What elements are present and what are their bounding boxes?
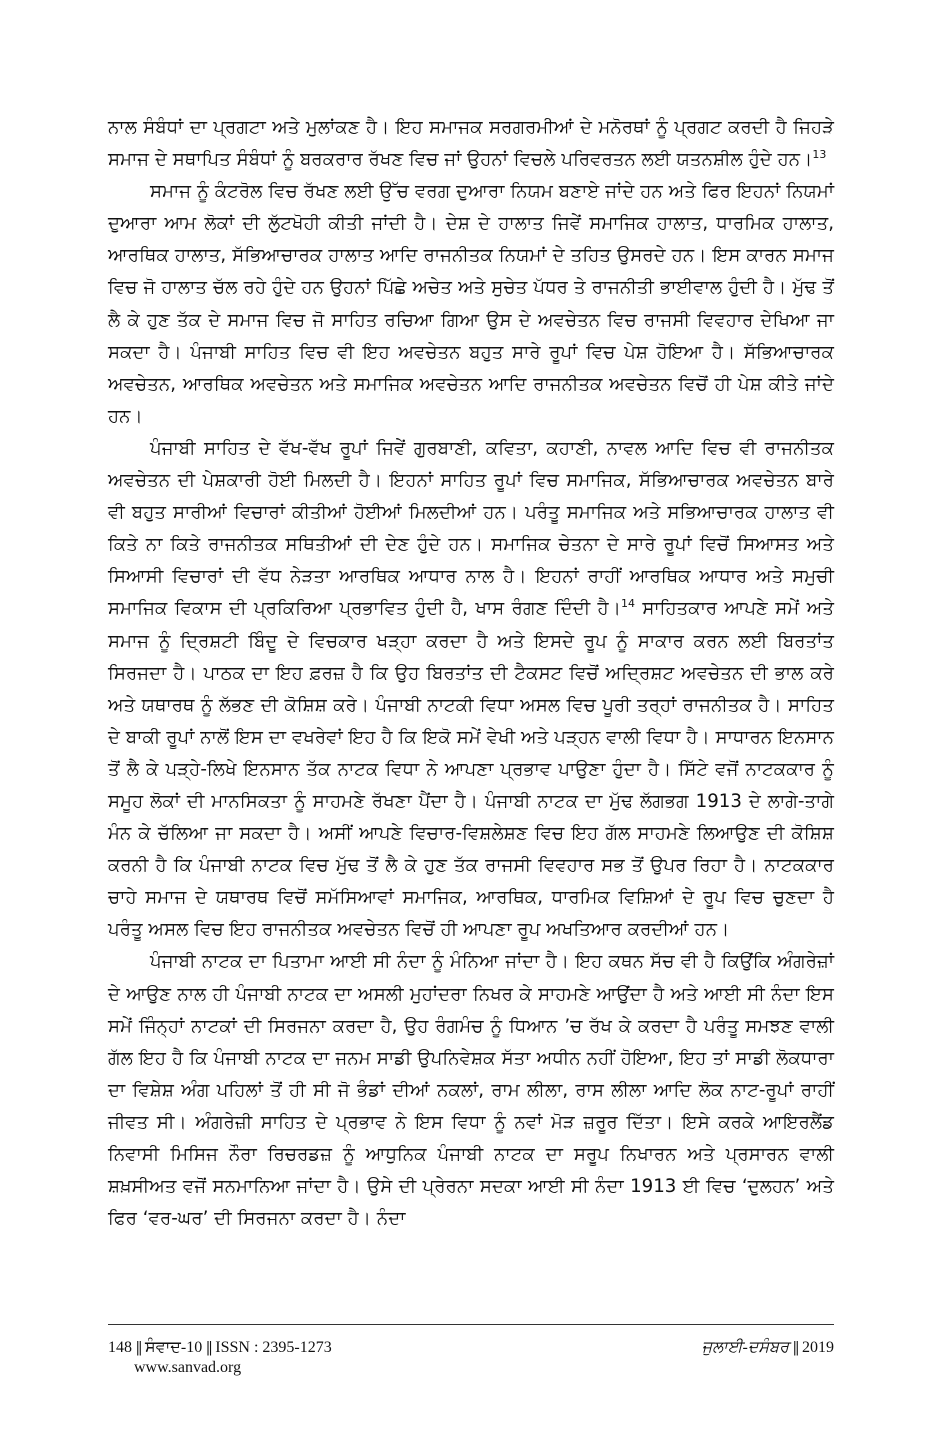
separator: || (206, 1339, 212, 1356)
separator: || (136, 1339, 142, 1356)
paragraph-text: ਸਮਾਜ ਨੂੰ ਕੰਟਰੋਲ ਵਿਚ ਰੱਖਣ ਲਈ ਉੱਚ ਵਰਗ ਦੁਆਰਾ ਨਿਯਮ ਬਣਾਏ ਜਾਂਦੇ ਹਨ ਅਤੇ ਫਿਰ ਇਹਨਾਂ ਨਿਯਮਾਂ ਦੁਆਰਾ ਆਮ ਲੋਕਾਂ ਦੀ ਲੁੱਟਖੋਹੀ ਕੀਤੀ ਜਾਂਦੀ ਹੈ। ਦੇਸ਼ ਦੇ ਹਾਲਾਤ ਜਿਵੇਂ ਸਮਾਜਿਕ ਹਾਲਾਤ, ਧਾਰਮਿਕ ਹਾਲਾਤ, ਆਰਥਿਕ ਹਾਲਾਤ, ਸੱਭਿਆਚਾਰਕ ਹਾਲਾਤ ਆਦਿ ਰਾਜਨੀਤਕ ਨਿਯਮਾਂ ਦੇ ਤਹਿਤ ਉਸਰਦੇ ਹਨ। ਇਸ ਕਾਰਨ ਸਮਾਜ ਵਿਚ ਜੋ ਹਾਲਾਤ ਚੱਲ ਰਹੇ ਹੁੰਦੇ ਹਨ ਉਹਨਾਂ ਪਿੱਛੇ ਅਚੇਤ ਅਤੇ ਸੁਚੇਤ ਪੱਧਰ ਤੇ ਰਾਜਨੀਤੀ ਭਾਈਵਾਲ ਹੁੰਦੀ ਹੈ। ਮੁੱਢ ਤੋਂ ਲੈ ਕੇ ਹੁਣ ਤੱਕ ਦੇ ਸਮਾਜ ਵਿਚ ਜੋ ਸਾਹਿਤ ਰਚਿਆ ਗਿਆ ਉਸ ਦੇ ਅਵਚੇਤਨ ਵਿਚ ਰਾਜਸੀ ਵਿਵਹਾਰ ਦੇਖਿਆ ਜਾ ਸਕਦਾ ਹੈ। ਪੰਜਾਬੀ ਸਾਹਿਤ ਵਿਚ ਵੀ ਇਹ ਅਵਚੇਤਨ ਬਹੁਤ ਸਾਰੇ ਰੂਪਾਂ ਵਿਚ ਪੇਸ਼ ਹੋਇਆ ਹੈ। ਸੱਭਿਆਚਾਰਕ ਅਵਚੇਤਨ, ਆਰਥਿਕ ਅਵਚੇਤਨ ਅਤੇ ਸਮਾਜਿਕ ਅਵਚੇਤਨ ਆਦਿ ਰਾਜਨੀਤਕ ਅਵਚੇਤਨ ਵਿਚੋਂ ਹੀ ਪੇਸ਼ ਕੀਤੇ ਜਾਂਦੇ ਹਨ। (108, 181, 834, 427)
year: 2019 (802, 1339, 834, 1356)
page-number: 148 (108, 1339, 132, 1356)
journal-name: ਸੰਵਾਦ-10 (145, 1339, 203, 1356)
footer-divider (108, 1324, 834, 1325)
separator: || (792, 1339, 798, 1356)
paragraph (108, 433, 834, 947)
footnote-reference[interactable]: 13 (812, 148, 827, 162)
footnote-reference[interactable]: 14 (620, 597, 635, 611)
paragraph (108, 112, 834, 176)
issn: ISSN : 2395-1273 (215, 1339, 332, 1356)
paragraph (108, 176, 834, 433)
paragraph-text: ਸਾਹਿਤਕਾਰ ਆਪਣੇ ਸਮੇਂ ਅਤੇ ਸਮਾਜ ਨੂੰ ਦ੍ਰਿਸ਼ਟੀ ਬਿੰਦੂ ਦੇ ਵਿਚਕਾਰ ਖੜ੍ਹਾ ਕਰਦਾ ਹੈ ਅਤੇ ਇਸਦੇ ਰੂਪ ਨੂੰ ਸਾਕਾਰ ਕਰਨ ਲਈ ਬਿਰਤਾਂਤ ਸਿਰਜਦਾ ਹੈ। ਪਾਠਕ ਦਾ ਇਹ ਫ਼ਰਜ਼ ਹੈ ਕਿ ਉਹ ਬਿਰਤਾਂਤ ਦੀ ਟੈਕਸਟ ਵਿਚੋਂ ਅਦ੍ਰਿਸ਼ਟ ਅਵਚੇਤਨ ਦੀ ਭਾਲ ਕਰੇ ਅਤੇ ਯਥਾਰਥ ਨੂੰ ਲੱਭਣ ਦੀ ਕੋਸ਼ਿਸ਼ ਕਰੇ। ਪੰਜਾਬੀ ਨਾਟਕੀ ਵਿਧਾ ਅਸਲ ਵਿਚ ਪੂਰੀ ਤਰ੍ਹਾਂ ਰਾਜਨੀਤਕ ਹੈ। ਸਾਹਿਤ ਦੇ ਬਾਕੀ ਰੂਪਾਂ ਨਾਲੋਂ ਇਸ ਦਾ ਵਖਰੇਵਾਂ ਇਹ ਹੈ ਕਿ ਇਕੋ ਸਮੇਂ ਵੇਖੀ ਅਤੇ ਪੜ੍ਹਨ ਵਾਲੀ ਵਿਧਾ ਹੈ। ਸਾਧਾਰਨ ਇਨਸਾਨ ਤੋਂ ਲੈ ਕੇ ਪੜ੍ਹੇ-ਲਿਖੇ ਇਨਸਾਨ ਤੱਕ ਨਾਟਕ ਵਿਧਾ ਨੇ ਆਪਣਾ ਪ੍ਰਭਾਵ ਪਾਉਣਾ ਹੁੰਦਾ ਹੈ। ਸਿੱਟੇ ਵਜੋਂ ਨਾਟਕਕਾਰ ਨੂੰ ਸਮੂਹ ਲੋਕਾਂ ਦੀ ਮਾਨਸਿਕਤਾ ਨੂੰ ਸਾਹਮਣੇ ਰੱਖਣਾ ਪੈਂਦਾ ਹੈ। ਪੰਜਾਬੀ ਨਾਟਕ ਦਾ ਮੁੱਢ ਲੱਗਭਗ 1913 ਦੇ ਲਾਗੇ-ਤਾਗੇ ਮੰਨ ਕੇ ਚੱਲਿਆ ਜਾ ਸਕਦਾ ਹੈ। ਅਸੀਂ ਆਪਣੇ ਵਿਚਾਰ-ਵਿਸ਼ਲੇਸ਼ਣ ਵਿਚ ਇਹ ਗੱਲ ਸਾਹਮਣੇ ਲਿਆਉਣ ਦੀ ਕੋਸ਼ਿਸ਼ ਕਰਨੀ ਹੈ ਕਿ ਪੰਜਾਬੀ ਨਾਟਕ ਵਿਚ ਮੁੱਢ ਤੋਂ ਲੈ ਕੇ ਹੁਣ ਤੱਕ ਰਾਜਸੀ ਵਿਵਹਾਰ ਸਭ ਤੋਂ ਉਪਰ ਰਿਹਾ ਹੈ। ਨਾਟਕਕਾਰ ਚਾਹੇ ਸਮਾਜ ਦੇ ਯਥਾਰਥ ਵਿਚੋਂ ਸਮੱਸਿਆਵਾਂ ਸਮਾਜਿਕ, ਆਰਥਿਕ, ਧਾਰਮਿਕ ਵਿਸ਼ਿਆਂ ਦੇ ਰੂਪ ਵਿਚ ਚੁਣਦਾ ਹੈ ਪਰੰਤੂ ਅਸਲ ਵਿਚ ਇਹ ਰਾਜਨੀਤਕ ਅਵਚੇਤਨ ਵਿਚੋਂ ਹੀ ਆਪਣਾ ਰੂਪ ਅਖਤਿਆਰ ਕਰਦੀਆਂ ਹਨ। (108, 598, 834, 941)
website-link[interactable]: www.sanvad.org (134, 1359, 242, 1376)
footer-right (702, 1338, 834, 1358)
paragraph-text: ਨਾਲ ਸੰਬੰਧਾਂ ਦਾ ਪ੍ਰਗਟਾ ਅਤੇ ਮੁਲਾਂਕਣ ਹੈ। ਇਹ ਸਮਾਜਕ ਸਰਗਰਮੀਆਂ ਦੇ ਮਨੋਰਥਾਂ ਨੂੰ ਪ੍ਰਗਟ ਕਰਦੀ ਹੈ ਜਿਹੜੇ ਸਮਾਜ ਦੇ ਸਥਾਪਿਤ ਸੰਬੰਧਾਂ ਨੂੰ ਬਰਕਰਾਰ ਰੱਖਣ ਵਿਚ ਜਾਂ ਉਹਨਾਂ ਵਿਚਲੇ ਪਰਿਵਰਤਨ ਲਈ ਯਤਨਸ਼ੀਲ ਹੁੰਦੇ ਹਨ। (108, 117, 834, 171)
body-text (108, 112, 834, 1235)
footer-left (108, 1338, 332, 1358)
paragraph (108, 946, 834, 1235)
paragraph-text: ਪੰਜਾਬੀ ਨਾਟਕ ਦਾ ਪਿਤਾਮਾ ਆਈ ਸੀ ਨੰਦਾ ਨੂੰ ਮੰਨਿਆ ਜਾਂਦਾ ਹੈ। ਇਹ ਕਥਨ ਸੱਚ ਵੀ ਹੈ ਕਿਉਂਕਿ ਅੰਗਰੇਜ਼ਾਂ ਦੇ ਆਉਣ ਨਾਲ ਹੀ ਪੰਜਾਬੀ ਨਾਟਕ ਦਾ ਅਸਲੀ ਮੁਹਾਂਦਰਾ ਨਿਖਰ ਕੇ ਸਾਹਮਣੇ ਆਉਂਦਾ ਹੈ ਅਤੇ ਆਈ ਸੀ ਨੰਦਾ ਇਸ ਸਮੇਂ ਜਿੰਨ੍ਹਾਂ ਨਾਟਕਾਂ ਦੀ ਸਿਰਜਨਾ ਕਰਦਾ ਹੈ, ਉਹ ਰੰਗਮੰਚ ਨੂੰ ਧਿਆਨ ’ਚ ਰੱਖ ਕੇ ਕਰਦਾ ਹੈ ਪਰੰਤੂ ਸਮਝਣ ਵਾਲੀ ਗੱਲ ਇਹ ਹੈ ਕਿ ਪੰਜਾਬੀ ਨਾਟਕ ਦਾ ਜਨਮ ਸਾਡੀ ਉਪਨਿਵੇਸ਼ਕ ਸੱਤਾ ਅਧੀਨ ਨਹੀਂ ਹੋਇਆ, ਇਹ ਤਾਂ ਸਾਡੀ ਲੋਕਧਾਰਾ ਦਾ ਵਿਸ਼ੇਸ਼ ਅੰਗ ਪਹਿਲਾਂ ਤੋਂ ਹੀ ਸੀ ਜੋ ਭੰਡਾਂ ਦੀਆਂ ਨਕਲਾਂ, ਰਾਮ ਲੀਲਾ, ਰਾਸ ਲੀਲਾ ਆਦਿ ਲੋਕ ਨਾਟ-ਰੂਪਾਂ ਰਾਹੀਂ ਜੀਵਤ ਸੀ। ਅੰਗਰੇਜ਼ੀ ਸਾਹਿਤ ਦੇ ਪ੍ਰਭਾਵ ਨੇ ਇਸ ਵਿਧਾ ਨੂੰ ਨਵਾਂ ਮੋੜ ਜ਼ਰੂਰ ਦਿੱਤਾ। ਇਸੇ ਕਰਕੇ ਆਇਰਲੈਂਡ ਨਿਵਾਸੀ ਮਿਸਿਜ ਨੌਰਾ ਰਿਚਰਡਜ਼ ਨੂੰ ਆਧੁਨਿਕ ਪੰਜਾਬੀ ਨਾਟਕ ਦਾ ਸਰੂਪ ਨਿਖਾਰਨ ਅਤੇ ਪ੍ਰਸਾਰਨ ਵਾਲੀ ਸ਼ਖ਼ਸੀਅਤ ਵਜੋਂ ਸਨਮਾਨਿਆ ਜਾਂਦਾ ਹੈ। ਉਸੇ ਦੀ ਪ੍ਰੇਰਨਾ ਸਦਕਾ ਆਈ ਸੀ ਨੰਦਾ 1913 ਈ ਵਿਚ ‘ਦੁਲਹਨ’ ਅਤੇ ਫਿਰ ‘ਵਰ-ਘਰ’ ਦੀ ਸਿਰਜਨਾ ਕਰਦਾ ਹੈ। ਨੰਦਾ (108, 951, 834, 1230)
paragraph-text: ਪੰਜਾਬੀ ਸਾਹਿਤ ਦੇ ਵੱਖ-ਵੱਖ ਰੂਪਾਂ ਜਿਵੇਂ ਗੁਰਬਾਣੀ, ਕਵਿਤਾ, ਕਹਾਣੀ, ਨਾਵਲ ਆਦਿ ਵਿਚ ਵੀ ਰਾਜਨੀਤਕ ਅਵਚੇਤਨ ਦੀ ਪੇਸ਼ਕਾਰੀ ਹੋਈ ਮਿਲਦੀ ਹੈ। ਇਹਨਾਂ ਸਾਹਿਤ ਰੂਪਾਂ ਵਿਚ ਸਮਾਜਿਕ, ਸੱਭਿਆਚਾਰਕ ਅਵਚੇਤਨ ਬਾਰੇ ਵੀ ਬਹੁਤ ਸਾਰੀਆਂ ਵਿਚਾਰਾਂ ਕੀਤੀਆਂ ਹੋਈਆਂ ਮਿਲਦੀਆਂ ਹਨ। ਪਰੰਤੂ ਸਮਾਜਿਕ ਅਤੇ ਸਭਿਆਚਾਰਕ ਹਾਲਾਤ ਵੀ ਕਿਤੇ ਨਾ ਕਿਤੇ ਰਾਜਨੀਤਕ ਸਥਿਤੀਆਂ ਦੀ ਦੇਣ ਹੁੰਦੇ ਹਨ। ਸਮਾਜਿਕ ਚੇਤਨਾ ਦੇ ਸਾਰੇ ਰੂਪਾਂ ਵਿਚੋਂ ਸਿਆਸਤ ਅਤੇ ਸਿਆਸੀ ਵਿਚਾਰਾਂ ਦੀ ਵੱਧ ਨੇੜਤਾ ਆਰਥਿਕ ਆਧਾਰ ਨਾਲ ਹੈ। ਇਹਨਾਂ ਰਾਹੀਂ ਆਰਥਿਕ ਆਧਾਰ ਅਤੇ ਸਮੁਚੀ ਸਮਾਜਿਕ ਵਿਕਾਸ ਦੀ ਪ੍ਰਕਿਰਿਆ ਪ੍ਰਭਾਵਿਤ ਹੁੰਦੀ ਹੈ, ਖਾਸ ਰੰਗਣ ਦਿੰਦੀ ਹੈ। (108, 437, 834, 620)
issue-period: ਜੁਲਾਈ-ਦਸੰਬਰ (701, 1339, 789, 1356)
